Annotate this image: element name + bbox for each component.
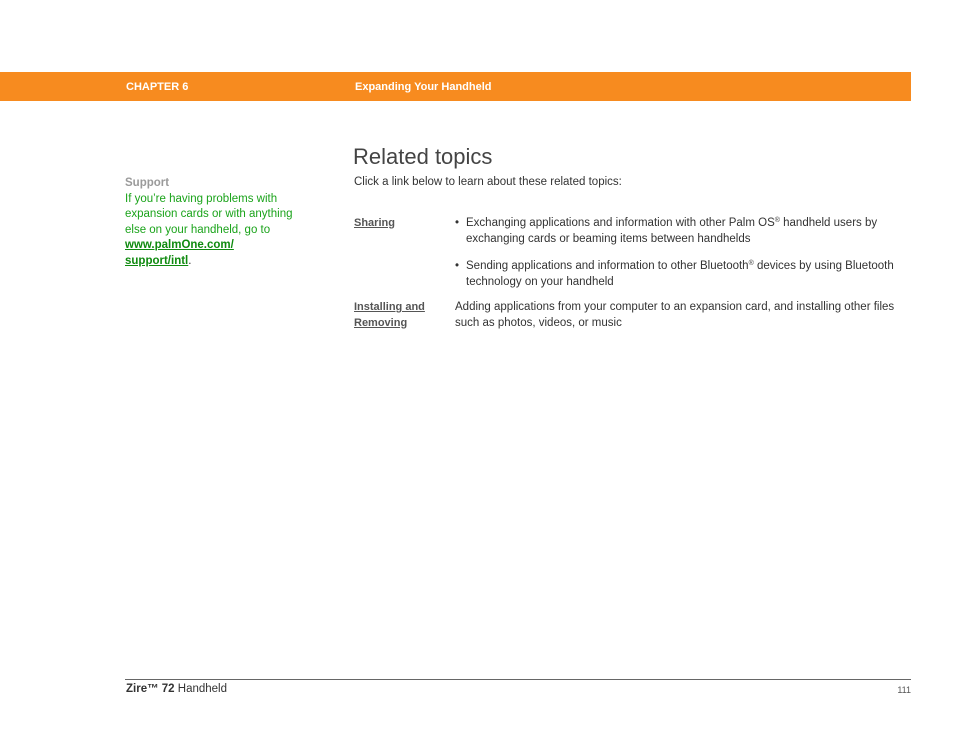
support-body: If you’re having problems with expansion cards or with anything else on your handheld, go to [125,192,293,236]
bullet-dot: • [455,260,460,272]
footer-divider [125,679,911,680]
support-sidebar [125,176,305,270]
chapter-title: Expanding Your Handheld [355,81,492,93]
footer-product: Zire™ 72 Handheld [126,683,228,695]
chapter-header-bar [0,72,911,101]
sharing-link[interactable]: Sharing [354,217,395,229]
installing-description: Adding applications from your computer to an expansion card, and installing other files such as photos, videos, or music [455,301,895,329]
sharing-bullet-1: • Exchanging applications and information with other Palm OS® handheld users by exchanging cards or beaming items between handhelds [455,217,878,245]
support-period: . [188,254,192,267]
installing-removing-link[interactable]: Installing and Removing [354,301,425,329]
support-link[interactable]: www.palmOne.com/ support/intl [125,239,234,267]
support-heading: Support [125,177,170,189]
support-text [125,192,305,270]
chapter-label: CHAPTER 6 [126,81,189,93]
page-title: Related topics [353,144,493,169]
intro-text: Click a link below to learn about these related topics: [354,176,622,188]
bullet-dot: • [455,217,460,229]
sharing-bullet-2: • Sending applications and information to other Bluetooth® devices by using Bluetooth technology on your handheld [455,260,894,288]
page-number: 111 [897,685,911,695]
